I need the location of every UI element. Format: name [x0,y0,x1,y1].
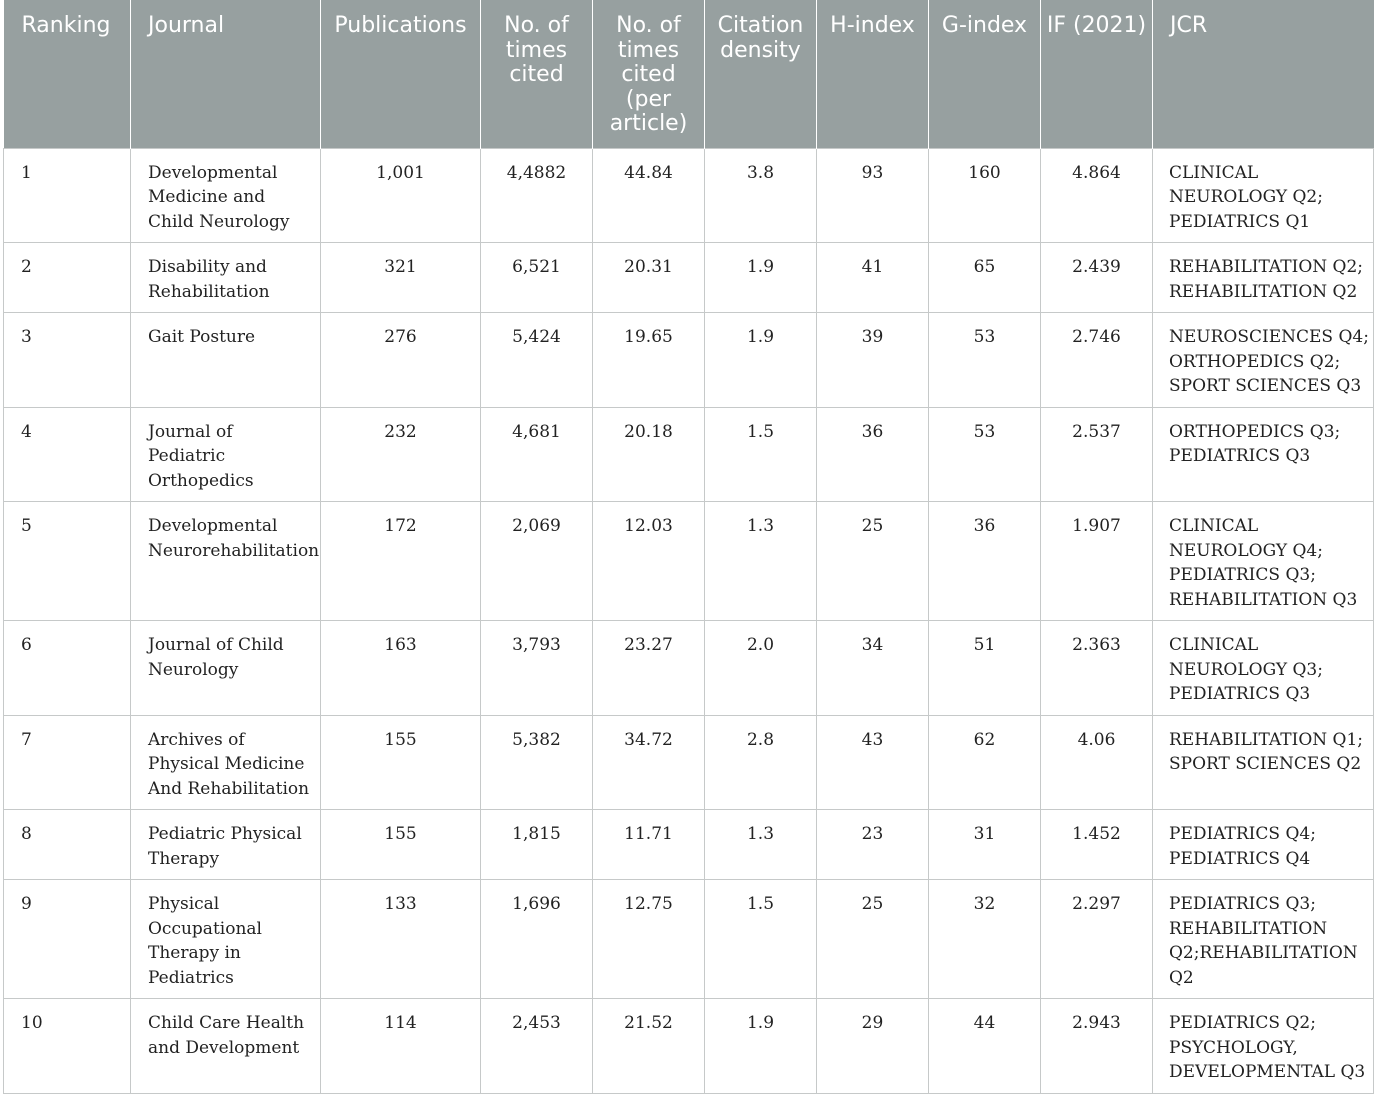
table-row [4,715,1374,810]
cell-publications: 1,001 [321,148,481,243]
cell-citation-density: 2.8 [705,715,817,810]
table-header [4,0,1374,148]
cell-publications: 276 [321,313,481,408]
cell-g-index: 44 [929,999,1041,1094]
cell-ranking: 8 [4,810,131,880]
cell-times-cited-per-article: 12.03 [593,502,705,621]
cell-citation-density: 1.3 [705,502,817,621]
cell-ranking: 4 [4,407,131,502]
header-journal: Journal [131,0,321,148]
cell-times-cited: 4,681 [481,407,593,502]
cell-journal: Journal of Child Neurology [131,621,321,716]
cell-g-index: 160 [929,148,1041,243]
cell-if-2021: 2.943 [1041,999,1153,1094]
cell-citation-density: 1.9 [705,243,817,313]
header-row [4,0,1374,148]
cell-if-2021: 2.363 [1041,621,1153,716]
cell-g-index: 36 [929,502,1041,621]
cell-times-cited-per-article: 20.31 [593,243,705,313]
header-h-index: H-index [817,0,929,148]
cell-times-cited-per-article: 20.18 [593,407,705,502]
cell-h-index: 34 [817,621,929,716]
cell-publications: 155 [321,810,481,880]
cell-ranking: 1 [4,148,131,243]
table-row [4,810,1374,880]
cell-jcr: PEDIATRICS Q4; PEDIATRICS Q4 [1153,810,1374,880]
cell-ranking: 10 [4,999,131,1094]
cell-publications: 232 [321,407,481,502]
cell-g-index: 65 [929,243,1041,313]
header-citation-density: Citation density [705,0,817,148]
cell-jcr: ORTHOPEDICS Q3; PEDIATRICS Q3 [1153,407,1374,502]
header-ranking: Ranking [4,0,131,148]
cell-times-cited-per-article: 19.65 [593,313,705,408]
cell-ranking: 5 [4,502,131,621]
cell-publications: 163 [321,621,481,716]
cell-citation-density: 3.8 [705,148,817,243]
cell-jcr: CLINICAL NEUROLOGY Q4; PEDIATRICS Q3; REHABILITATION Q3 [1153,502,1374,621]
cell-h-index: 29 [817,999,929,1094]
cell-times-cited: 3,793 [481,621,593,716]
header-times-cited: No. of times cited [481,0,593,148]
cell-h-index: 23 [817,810,929,880]
cell-journal: Pediatric Physical Therapy [131,810,321,880]
cell-if-2021: 2.297 [1041,880,1153,999]
table-row [4,621,1374,716]
cell-h-index: 39 [817,313,929,408]
cell-journal: Physical Occupational Therapy in Pediatrics [131,880,321,999]
cell-citation-density: 1.9 [705,313,817,408]
cell-times-cited-per-article: 44.84 [593,148,705,243]
table-row [4,880,1374,999]
cell-jcr: PEDIATRICS Q2; PSYCHOLOGY, DEVELOPMENTAL Q3 [1153,999,1374,1094]
cell-jcr: CLINICAL NEUROLOGY Q3; PEDIATRICS Q3 [1153,621,1374,716]
cell-citation-density: 1.9 [705,999,817,1094]
cell-if-2021: 1.452 [1041,810,1153,880]
cell-journal: Child Care Health and Development [131,999,321,1094]
cell-publications: 133 [321,880,481,999]
cell-g-index: 31 [929,810,1041,880]
cell-journal: Archives of Physical Medicine And Rehabilitation [131,715,321,810]
cell-times-cited: 5,382 [481,715,593,810]
cell-journal: Journal of Pediatric Orthopedics [131,407,321,502]
journal-table [3,0,1374,1094]
cell-publications: 155 [321,715,481,810]
table-row [4,999,1374,1094]
cell-g-index: 62 [929,715,1041,810]
cell-times-cited-per-article: 12.75 [593,880,705,999]
cell-if-2021: 2.746 [1041,313,1153,408]
header-g-index: G-index [929,0,1041,148]
table-row [4,502,1374,621]
cell-journal: Developmental Medicine and Child Neurology [131,148,321,243]
cell-ranking: 6 [4,621,131,716]
cell-jcr: NEUROSCIENCES Q4; ORTHOPEDICS Q2; SPORT SCIENCES Q3 [1153,313,1374,408]
cell-g-index: 51 [929,621,1041,716]
cell-ranking: 9 [4,880,131,999]
cell-if-2021: 2.537 [1041,407,1153,502]
cell-citation-density: 1.3 [705,810,817,880]
cell-times-cited: 4,4882 [481,148,593,243]
cell-h-index: 25 [817,502,929,621]
cell-h-index: 41 [817,243,929,313]
cell-times-cited: 1,696 [481,880,593,999]
cell-h-index: 25 [817,880,929,999]
cell-jcr: REHABILITATION Q2; REHABILITATION Q2 [1153,243,1374,313]
cell-jcr: PEDIATRICS Q3; REHABILITATION Q2;REHABILITATION Q2 [1153,880,1374,999]
cell-if-2021: 4.864 [1041,148,1153,243]
cell-journal: Gait Posture [131,313,321,408]
table-row [4,148,1374,243]
table-row [4,243,1374,313]
cell-publications: 172 [321,502,481,621]
cell-times-cited-per-article: 11.71 [593,810,705,880]
cell-times-cited: 2,069 [481,502,593,621]
cell-times-cited: 1,815 [481,810,593,880]
cell-citation-density: 1.5 [705,880,817,999]
cell-ranking: 2 [4,243,131,313]
cell-jcr: REHABILITATION Q1; SPORT SCIENCES Q2 [1153,715,1374,810]
cell-g-index: 53 [929,313,1041,408]
cell-h-index: 93 [817,148,929,243]
cell-times-cited-per-article: 23.27 [593,621,705,716]
header-if-2021: IF (2021) [1041,0,1153,148]
table-row [4,407,1374,502]
header-publications: Publications [321,0,481,148]
cell-h-index: 43 [817,715,929,810]
table-body [4,148,1374,1093]
cell-publications: 321 [321,243,481,313]
cell-if-2021: 2.439 [1041,243,1153,313]
cell-h-index: 36 [817,407,929,502]
cell-if-2021: 4.06 [1041,715,1153,810]
header-times-cited-per-article: No. of times cited (per article) [593,0,705,148]
header-jcr: JCR [1153,0,1374,148]
cell-publications: 114 [321,999,481,1094]
cell-times-cited-per-article: 34.72 [593,715,705,810]
cell-if-2021: 1.907 [1041,502,1153,621]
cell-g-index: 53 [929,407,1041,502]
cell-ranking: 7 [4,715,131,810]
cell-times-cited: 2,453 [481,999,593,1094]
cell-ranking: 3 [4,313,131,408]
cell-journal: Developmental Neurorehabilitation [131,502,321,621]
cell-times-cited: 5,424 [481,313,593,408]
cell-times-cited-per-article: 21.52 [593,999,705,1094]
table-row [4,313,1374,408]
cell-times-cited: 6,521 [481,243,593,313]
cell-jcr: CLINICAL NEUROLOGY Q2; PEDIATRICS Q1 [1153,148,1374,243]
cell-citation-density: 1.5 [705,407,817,502]
cell-journal: Disability and Rehabilitation [131,243,321,313]
cell-g-index: 32 [929,880,1041,999]
cell-citation-density: 2.0 [705,621,817,716]
